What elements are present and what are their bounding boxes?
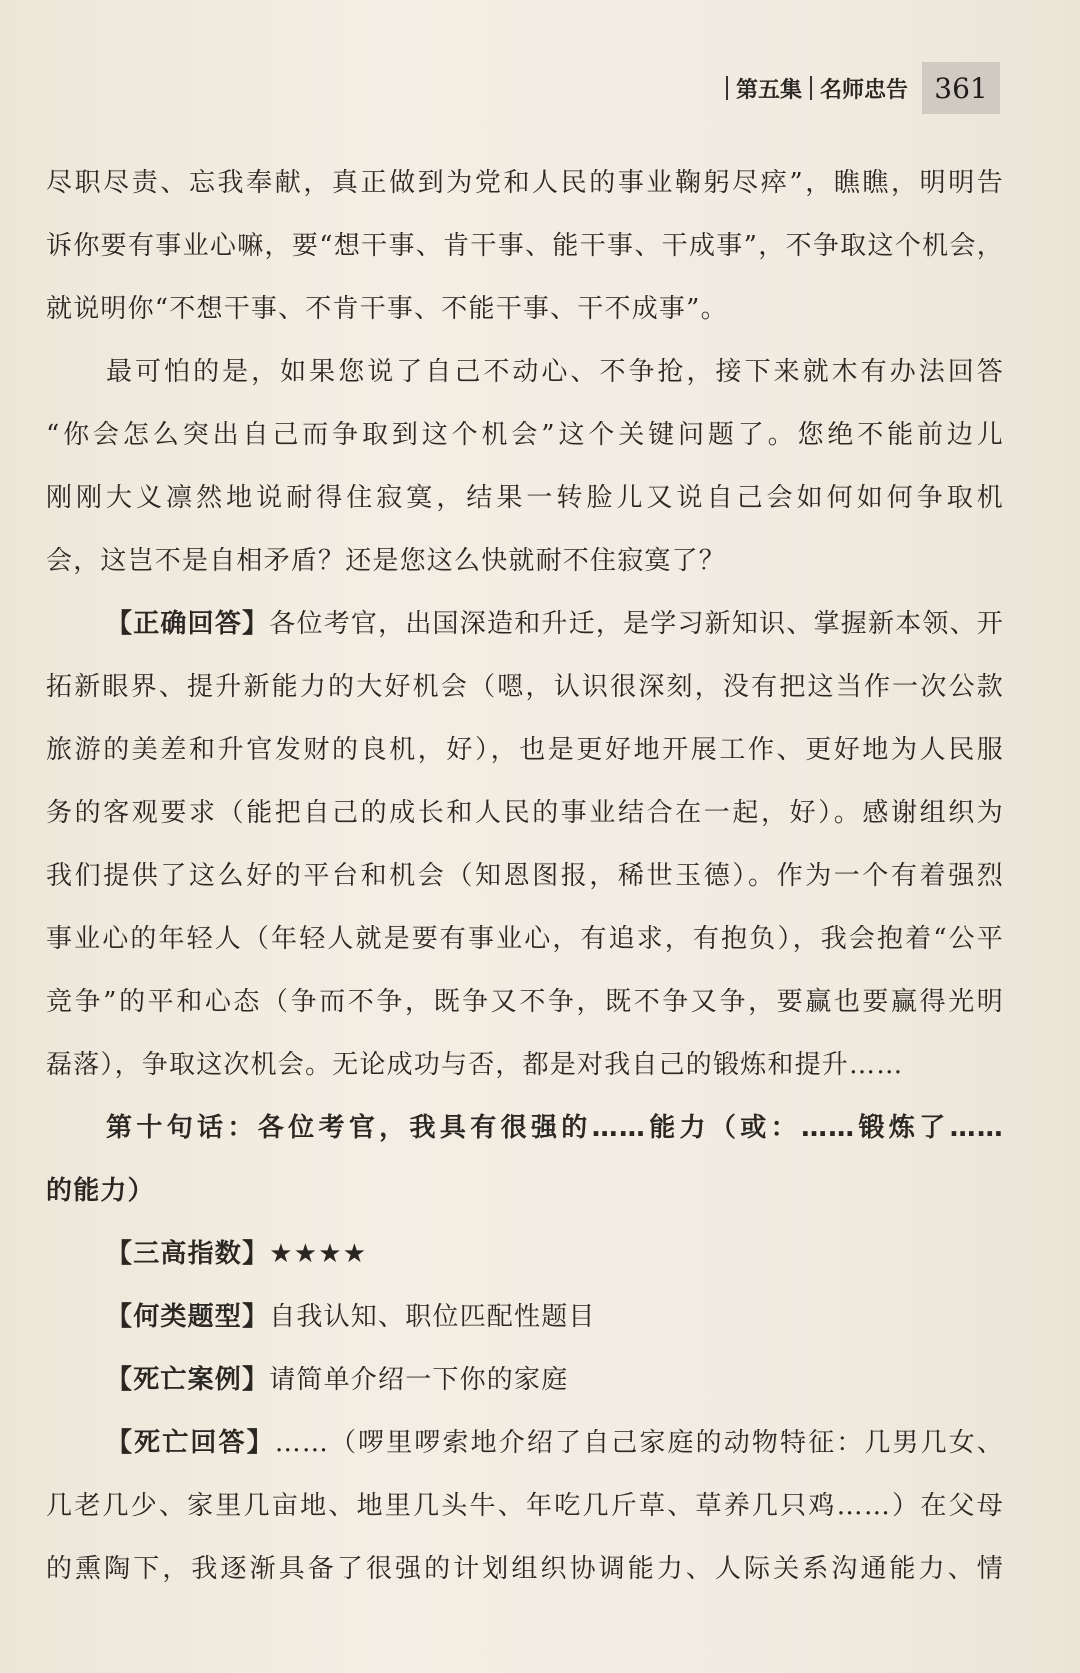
text-line: 旅游的美差和升官发财的良机，好），也是更好地开展工作、更好地为人民服 — [46, 735, 1004, 765]
text-line: “你会怎么突出自己而争取到这个机会”这个关键问题了。您绝不能前边儿 — [46, 420, 1004, 450]
running-header — [718, 62, 1000, 114]
text-line: 务的客观要求（能把自己的成长和人民的事业结合在一起，好）。感谢组织为 — [46, 798, 1004, 828]
text-line: 会，这岂不是自相矛盾？还是您这么快就耐不住寂寞了？ — [46, 546, 727, 576]
death-answer-line — [46, 1412, 1004, 1475]
correct-answer-line — [46, 593, 1004, 656]
text-line: 几老几少、家里几亩地、地里几头牛、年吃几斤草、草养几只鸡……）在父母 — [46, 1491, 1004, 1521]
index-tag: 【三高指数】 — [106, 1239, 270, 1269]
text-line: 事业心的年轻人（年轻人就是要有事业心，有追求，有抱负），我会抱着“公平 — [46, 924, 1004, 954]
page-number: 361 — [934, 71, 988, 105]
header-divider — [810, 76, 812, 100]
death-answer-text: ……（啰里啰索地介绍了自己家庭的动物特征：几男几女、 — [274, 1428, 1005, 1458]
death-case-value: 请简单介绍一下你的家庭 — [269, 1365, 569, 1395]
text-line: 竞争”的平和心态（争而不争，既争又不争，既不争又争，要赢也要赢得光明 — [46, 987, 1004, 1017]
correct-answer-text: 各位考官，出国深造和升迁，是学习新知识、掌握新本领、开 — [269, 609, 1004, 639]
section-title: 名师忠告 — [819, 77, 908, 103]
text-line: 我们提供了这么好的平台和机会（知恩图报，稀世玉德）。作为一个有着强烈 — [46, 861, 1004, 891]
body-text — [46, 152, 1004, 1601]
section-heading-continued: 的能力） — [46, 1176, 155, 1206]
type-line — [46, 1286, 1004, 1349]
type-value: 自我认知、职位匹配性题目 — [269, 1302, 596, 1332]
text-line: 诉你要有事业心嘛，要“想干事、肯干事、能干事、干成事”，不争取这个机会， — [46, 231, 1004, 261]
text-line: 拓新眼界、提升新能力的大好机会（嗯，认识很深刻，没有把这当作一次公款 — [46, 672, 1004, 702]
death-case-tag: 【死亡案例】 — [106, 1365, 270, 1395]
text-line: 的熏陶下，我逐渐具备了很强的计划组织协调能力、人际关系沟通能力、情 — [46, 1554, 1004, 1584]
page-number-box — [922, 62, 1000, 114]
collection-title: 第五集 — [735, 77, 802, 103]
text-line: 尽职尽责、忘我奉献，真正做到为党和人民的事业鞠躬尽瘁”，瞧瞧，明明告 — [46, 168, 1004, 198]
section-heading: 第十句话：各位考官，我具有很强的……能力（或：……锻炼了…… — [106, 1113, 1004, 1143]
star-rating: ★★★★ — [269, 1239, 368, 1269]
header-divider — [726, 76, 728, 100]
index-line — [46, 1223, 1004, 1286]
death-answer-tag: 【死亡回答】 — [106, 1428, 275, 1458]
text-line: 磊落），争取这次机会。无论成功与否，都是对我自己的锻炼和提升…… — [46, 1050, 904, 1080]
correct-answer-tag: 【正确回答】 — [106, 609, 270, 639]
text-line: 刚刚大义凛然地说耐得住寂寞，结果一转脸儿又说自己会如何如何争取机 — [46, 483, 1004, 513]
death-case-line — [46, 1349, 1004, 1412]
text-line: 最可怕的是，如果您说了自己不动心、不争抢，接下来就木有办法回答 — [106, 357, 1004, 387]
text-line: 就说明你“不想干事、不肯干事、不能干事、干不成事”。 — [46, 294, 728, 324]
type-tag: 【何类题型】 — [106, 1302, 270, 1332]
